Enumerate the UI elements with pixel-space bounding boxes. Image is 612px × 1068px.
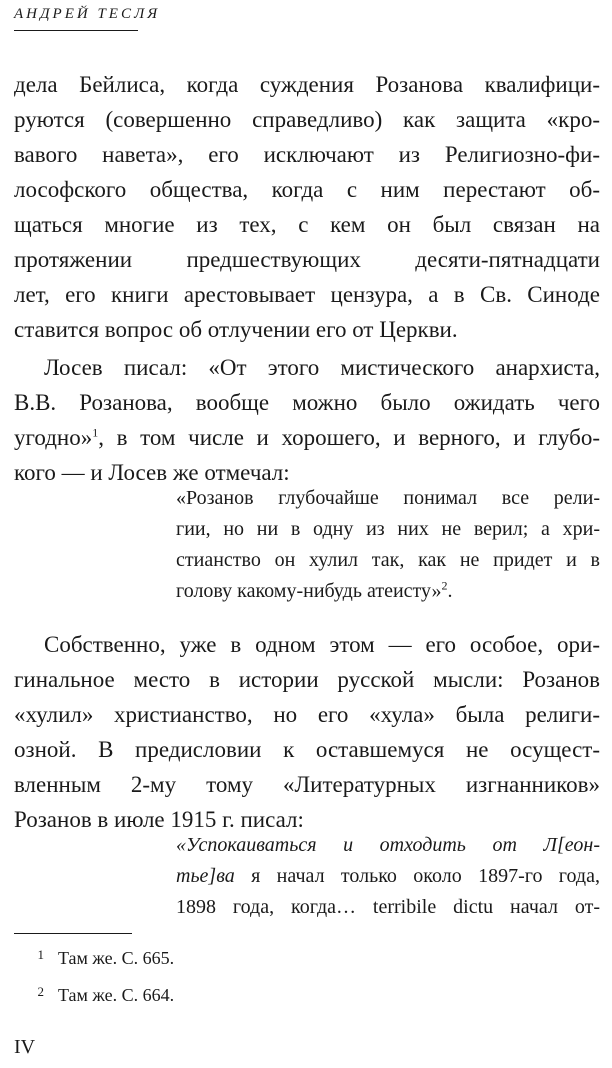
text-fragment: голову какому-нибудь атеисту» bbox=[176, 580, 442, 602]
footnote-number: 2 bbox=[37, 984, 44, 999]
text-fragment: я начал только около 1897-го года, bbox=[234, 865, 600, 887]
footnote-text: Там же. С. 664. bbox=[58, 985, 175, 1005]
text-line: лософского общества, когда с ним перестают об- bbox=[14, 177, 600, 202]
text-fragment: . bbox=[447, 580, 453, 602]
paragraph-1 bbox=[14, 67, 600, 347]
text-line: дела Бейлиса, когда суждения Розанова квалифици- bbox=[14, 72, 600, 97]
text-line: Розанов в июле 1915 г. писал: bbox=[14, 807, 304, 832]
footnote-rule bbox=[14, 933, 132, 934]
text-line bbox=[14, 420, 600, 455]
footnote-ref-2[interactable]: 2 bbox=[441, 578, 448, 593]
text-line: лет, его книги арестовывает цензура, а в Св. Синоде bbox=[14, 282, 600, 307]
text-line: «хулил» христианство, но его «хула» была религи- bbox=[14, 702, 600, 727]
paragraph-3 bbox=[14, 627, 600, 837]
quote-line: «Успокаиваться и отходить от Л[еон- bbox=[176, 834, 600, 856]
footnote-ref-1[interactable]: 1 bbox=[92, 425, 99, 440]
footnote-text: Там же. С. 665. bbox=[58, 948, 175, 968]
text-fragment: угодно» bbox=[14, 425, 93, 450]
block-quote-2 bbox=[176, 830, 600, 923]
text-line: озной. В предисловии к оставшемуся не осущест- bbox=[14, 737, 600, 762]
quote-line: 1898 года, когда… terribile dictu начал от- bbox=[176, 896, 600, 918]
paragraph-2 bbox=[14, 350, 600, 490]
text-line: гинальное место в истории русской мысли: Розанов bbox=[14, 667, 600, 692]
text-line: кого — и Лосев же отмечал: bbox=[14, 460, 290, 485]
footnote-1 bbox=[14, 945, 174, 971]
text-line: щаться многие из тех, с кем он был связан на bbox=[14, 212, 600, 237]
text-line: руются (совершенно справедливо) как защита «кро- bbox=[14, 107, 600, 132]
quote-line bbox=[176, 576, 600, 607]
text-line: Лосев писал: «От этого мистического анархиста, bbox=[44, 355, 600, 380]
page-number: IV bbox=[14, 1036, 36, 1058]
quote-line: «Розанов глубочайше понимал все рели- bbox=[176, 487, 600, 509]
block-quote-1 bbox=[176, 483, 600, 607]
text-line: вленным 2-му тому «Литературных изгнанников» bbox=[14, 772, 600, 797]
quote-line: стианство он хулил так, как не придет и в bbox=[176, 549, 600, 571]
quote-line bbox=[176, 861, 600, 892]
running-header-author: АНДРЕЙ ТЕСЛЯ bbox=[14, 6, 161, 22]
quote-line: гии, но ни в одну из них не верил; а хри- bbox=[176, 518, 600, 540]
text-line: вавого навета», его исключают из Религиозно-фи- bbox=[14, 142, 600, 167]
footnote-2 bbox=[14, 982, 174, 1008]
text-fragment: тье]ва bbox=[176, 865, 235, 887]
header-rule bbox=[14, 30, 138, 31]
footnote-number: 1 bbox=[37, 947, 44, 962]
text-line: протяжении предшествующих десяти-пятнадцати bbox=[14, 247, 600, 272]
text-line: Собственно, уже в одном этом — его особое, ори- bbox=[44, 632, 600, 657]
text-fragment: , в том числе и хорошего, и верного, и глубо- bbox=[98, 425, 600, 450]
text-line: В.В. Розанова, вообще можно было ожидать чего bbox=[14, 390, 600, 415]
text-line: ставится вопрос об отлучении его от Церкви. bbox=[14, 317, 458, 342]
